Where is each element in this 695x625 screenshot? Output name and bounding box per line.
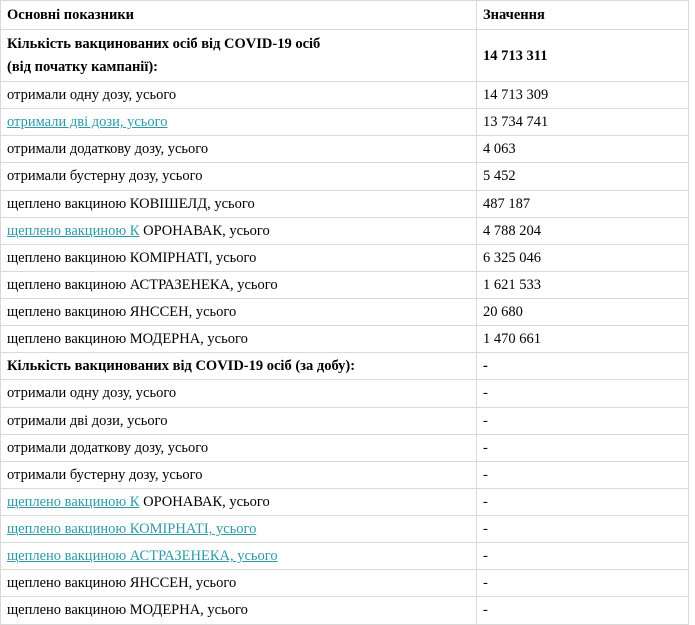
row-value-text: 5 452 [483, 168, 516, 185]
table-row [1, 488, 689, 515]
table-row [1, 271, 689, 298]
row-label-link[interactable]: щеплено вакциною КОМІРНАТІ, усього [7, 521, 257, 538]
row-label [1, 407, 477, 434]
row-value-text: - [483, 575, 488, 592]
row-value [477, 299, 689, 326]
row-value-text: 14 713 311 [483, 47, 548, 64]
row-value-text: - [483, 548, 488, 565]
row-label-link[interactable]: щеплено вакциною К [7, 222, 140, 239]
row-value [477, 516, 689, 543]
row-label [1, 299, 477, 326]
row-value [477, 30, 689, 82]
row-value-text: 1 470 661 [483, 331, 541, 348]
row-value [477, 326, 689, 353]
row-value-text: 4 063 [483, 141, 516, 158]
row-value [477, 380, 689, 407]
row-value [477, 461, 689, 488]
row-label[interactable] [1, 516, 477, 543]
row-label-link[interactable]: щеплено вакциною К [7, 493, 140, 510]
table-row [1, 461, 689, 488]
row-value-text: - [483, 385, 488, 402]
row-label [1, 353, 477, 380]
row-value-text: 4 788 204 [483, 222, 541, 239]
table-row [1, 353, 689, 380]
table-row [1, 570, 689, 597]
row-value [477, 488, 689, 515]
row-label-text: отримали додаткову дозу, усього [7, 439, 209, 456]
table-row [1, 190, 689, 217]
row-value-text: 20 680 [483, 304, 523, 321]
row-value [477, 244, 689, 271]
row-label-text: щеплено вакциною ЯНССЕН, усього [7, 575, 237, 592]
table-row [1, 597, 689, 624]
row-label-text: щеплено вакциною ЯНССЕН, усього [7, 304, 237, 321]
column-header-value: Значення [477, 1, 689, 30]
row-value [477, 543, 689, 570]
row-value-text: - [483, 493, 488, 510]
table-row [1, 407, 689, 434]
table-row [1, 82, 689, 109]
table-row [1, 299, 689, 326]
row-label-text: Кількість вакцинованих від COVID-19 осіб (за добу): [7, 358, 356, 375]
row-label-text: ОРОНАВАК, усього [139, 493, 270, 510]
row-label-text: отримали дві дози, усього [7, 412, 168, 429]
row-label-text: отримали додаткову дозу, усього [7, 141, 209, 158]
row-label [1, 570, 477, 597]
row-label-text: Кількість вакцинованих осіб від COVID-19 осіб [7, 36, 321, 53]
row-value [477, 271, 689, 298]
row-value-text: 6 325 046 [483, 249, 541, 266]
row-label-text: отримали одну дозу, усього [7, 385, 177, 402]
row-label [1, 136, 477, 163]
row-value [477, 597, 689, 624]
row-value [477, 434, 689, 461]
row-label [1, 461, 477, 488]
row-value-text: 1 621 533 [483, 276, 541, 293]
row-label-text: отримали одну дозу, усього [7, 87, 177, 104]
row-label [1, 163, 477, 190]
row-label-text: щеплено вакциною МОДЕРНА, усього [7, 602, 248, 619]
row-label-text: ОРОНАВАК, усього [139, 222, 270, 239]
row-value [477, 190, 689, 217]
row-label-link[interactable]: щеплено вакциною АСТРАЗЕНЕКА, усього [7, 548, 278, 565]
row-label [1, 380, 477, 407]
row-label-text: отримали бустерну дозу, усього [7, 168, 203, 185]
row-label-text-line2: (від початку кампанії): [7, 58, 159, 75]
row-label [1, 244, 477, 271]
table-row [1, 109, 689, 136]
table-row [1, 217, 689, 244]
row-value-text: - [483, 412, 488, 429]
table-header-row [1, 1, 689, 30]
row-value-text: 14 713 309 [483, 87, 549, 104]
table-row [1, 434, 689, 461]
row-value-text: 13 734 741 [483, 114, 549, 131]
row-label [1, 82, 477, 109]
table-row [1, 326, 689, 353]
row-label-text: отримали бустерну дозу, усього [7, 466, 203, 483]
row-label[interactable] [1, 543, 477, 570]
row-label [1, 190, 477, 217]
table-row [1, 516, 689, 543]
row-value [477, 353, 689, 380]
table-row [1, 380, 689, 407]
row-label [1, 30, 477, 82]
row-value-text: - [483, 439, 488, 456]
row-label[interactable] [1, 488, 477, 515]
row-label-link[interactable]: отримали дві дози, усього [7, 114, 168, 131]
row-value-text: 487 187 [483, 195, 531, 212]
row-value-text: - [483, 358, 488, 375]
row-value [477, 82, 689, 109]
row-value [477, 217, 689, 244]
row-label [1, 434, 477, 461]
row-value-text: - [483, 466, 488, 483]
table-row [1, 136, 689, 163]
row-value [477, 163, 689, 190]
row-value [477, 407, 689, 434]
row-label-text: щеплено вакциною МОДЕРНА, усього [7, 331, 248, 348]
row-value-text: - [483, 602, 488, 619]
row-label [1, 326, 477, 353]
table-row [1, 30, 689, 82]
table-row [1, 543, 689, 570]
row-label-text: щеплено вакциною КОВІШЕЛД, усього [7, 195, 255, 212]
table-row [1, 244, 689, 271]
row-label-text: щеплено вакциною АСТРАЗЕНЕКА, усього [7, 276, 278, 293]
row-value [477, 109, 689, 136]
row-label[interactable] [1, 109, 477, 136]
row-label[interactable] [1, 217, 477, 244]
row-label [1, 271, 477, 298]
table-row [1, 163, 689, 190]
row-value [477, 570, 689, 597]
row-value [477, 136, 689, 163]
table-body [1, 30, 689, 624]
row-label-text: щеплено вакциною КОМІРНАТІ, усього [7, 249, 257, 266]
table-header [1, 1, 689, 30]
row-value-text: - [483, 521, 488, 538]
column-header-indicator: Основні показники [1, 1, 477, 30]
row-label [1, 597, 477, 624]
